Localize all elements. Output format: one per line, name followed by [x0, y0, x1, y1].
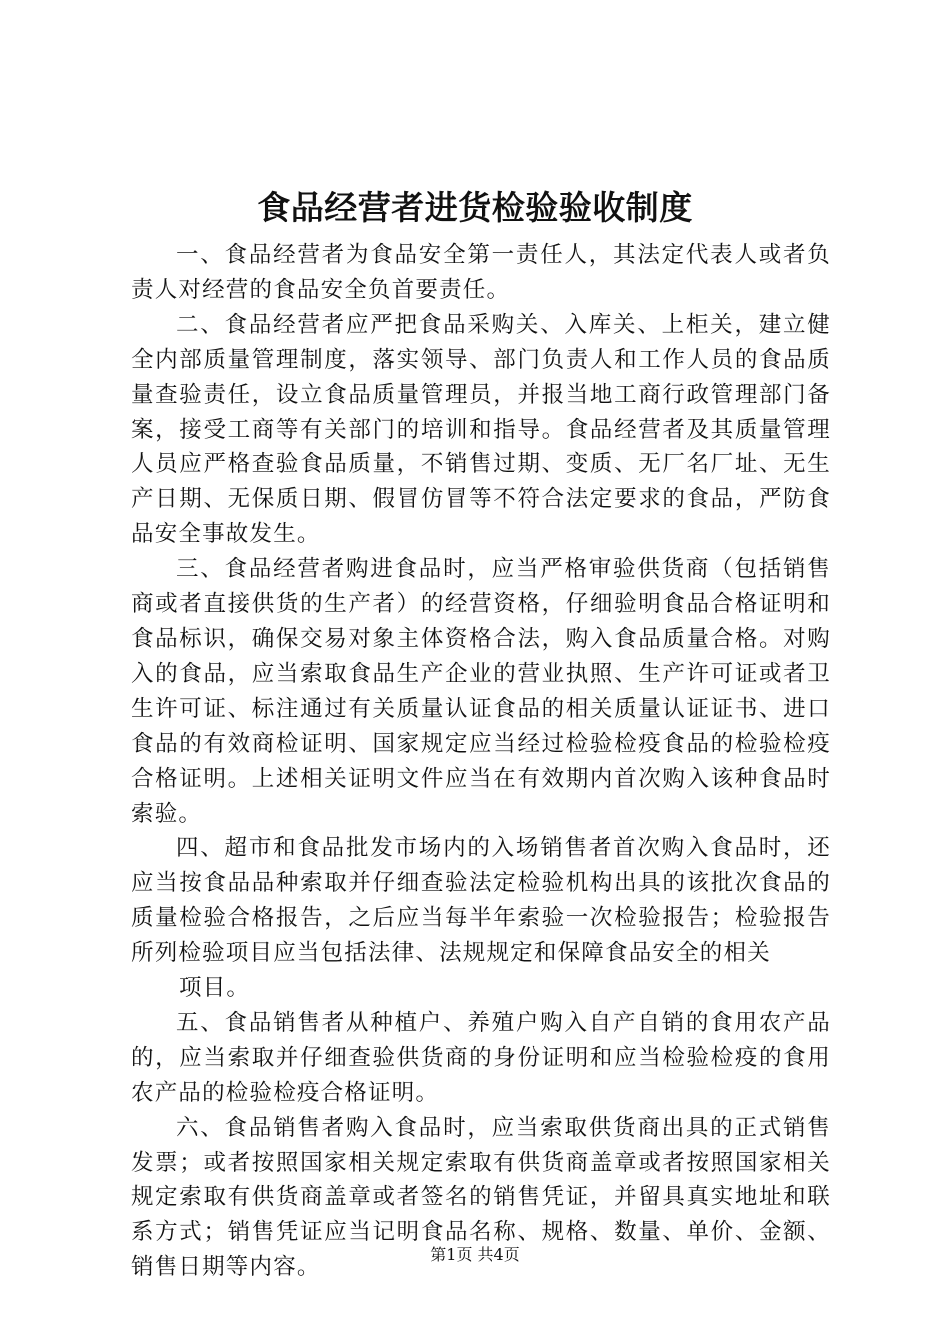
paragraph-2: 二、食品经营者应严把食品采购关、入库关、上柜关，建立健全内部质量管理制度，落实领导、部门负责人和工作人员的食品质量查验责任，设立食品质量管理员，并报当地工商行政管理部门备案，接受工商等有关部门的培训和指导。食品经营者及其质量管理人员应严格查验食品质量，不销售过期、变质、无厂名厂址、无生产日期、无保质日期、假冒仿冒等不符合法定要求的食品，严防食品安全事故发生。 [131, 311, 831, 548]
document-title: 食品经营者进货检验验收制度 [257, 188, 693, 227]
paragraph-4: 四、超市和食品批发市场内的入场销售者首次购入食品时，还应当按食品品种索取并仔细查验法定检验机构出具的该批次食品的质量检验合格报告，之后应当每半年索验一次检验报告；检验报告所列检验项目应当包括法律、法规规定和保障食品安全的相关 [131, 835, 831, 967]
paragraph-6: 六、食品销售者购入食品时，应当索取供货商出具的正式销售发票；或者按照国家相关规定索取有供货商盖章或者按照国家相关规定索取有供货商盖章或者签名的销售凭证，并留具真实地址和联系方式；销售凭证应当记明食品名称、规格、数量、单价、金额、销售日期等内容。 [131, 1114, 831, 1281]
document-body [131, 238, 831, 1285]
paragraph-1: 一、食品经营者为食品安全第一责任人，其法定代表人或者负责人对经营的食品安全负首要责任。 [131, 242, 831, 303]
page-number: 第1页 共4页 [430, 1245, 520, 1264]
paragraph-5: 五、食品销售者从种植户、养殖户购入自产自销的食用农产品的，应当索取并仔细查验供货商的身份证明和应当检验检疫的食用农产品的检验检疫合格证明。 [131, 1009, 831, 1106]
paragraph-3: 三、食品经营者购进食品时，应当严格审验供货商（包括销售商或者直接供货的生产者）的经营资格，仔细验明食品合格证明和食品标识，确保交易对象主体资格合法，购入食品质量合格。对购入的食品，应当索取食品生产企业的营业执照、生产许可证或者卫生许可证、标注通过有关质量认证食品的相关质量认证证书、进口食品的有效商检证明、国家规定应当经过检验检疫食品的检验检疫合格证明。上述相关证明文件应当在有效期内首次购入该种食品时索验。 [131, 556, 831, 827]
paragraph-4-continuation: 项目。 [179, 975, 251, 1002]
